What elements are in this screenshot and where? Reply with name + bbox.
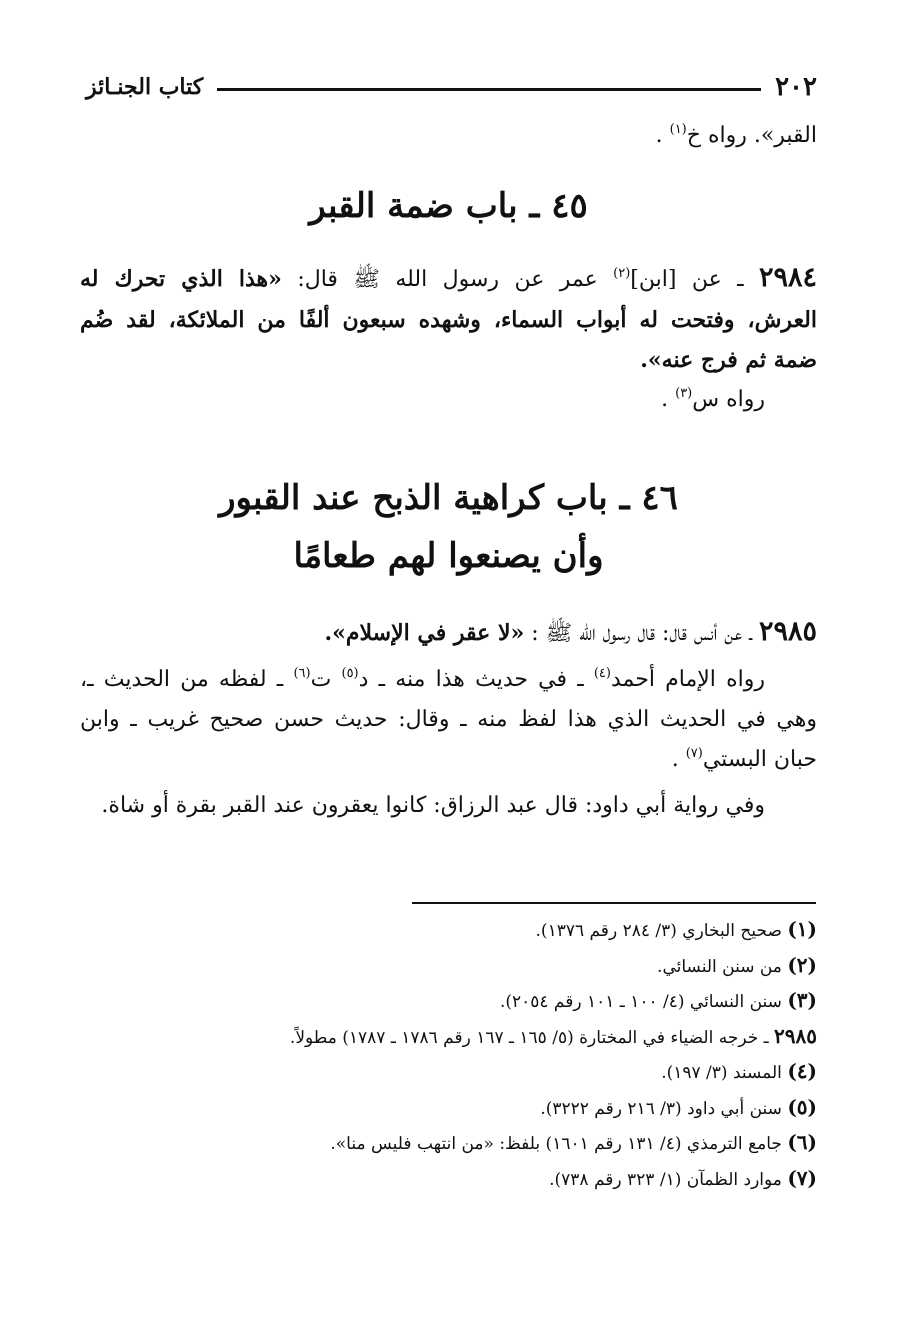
hadith-2985-takhrij-3: حبان البستي$^{(٧)}$ . [671, 746, 817, 772]
hadith-number: ٢٩٨٥ [758, 616, 817, 647]
carry-over-line: القبر». رواه خ$^{(١)}$ . [655, 122, 817, 148]
hadith-2985-line-1: ٢٩٨٥ ـ عن أنس قال: قال رسول الله ﷺ : «لا عقر في الإسلام». [324, 616, 817, 647]
footnote: (٦) جامع الترمذي (٤/ ١٣١ رقم ١٦٠١) بلفظ: «من انتهب فليس منا». [330, 1130, 817, 1154]
footnote-ref: (٥) [341, 666, 359, 681]
hadith-2984-line-2: العرش، وفتحت له أبواب السماء، وشهده سبعون ألفًا من الملائكة، لقد ضُم [80, 307, 817, 333]
chapter-heading-46-line-2: وأن يصنعوا لهم طعامًا [293, 536, 604, 576]
footnote: (٤) المسند (٣/ ١٩٧). [661, 1059, 817, 1083]
running-head [86, 70, 817, 104]
hadith-2984-source: رواه س$^{(٣)}$ . [661, 386, 765, 412]
hadith-2985-takhrij-1: رواه الإمام أحمد$^{(٤)}$ ـ في حديث هذا منه ـ د$^{(٥)}$ ت$^{(٦)}$ ـ لفظه من الحديث ـ، [80, 666, 765, 692]
hadith-number: ٢٩٨٤ [758, 262, 817, 293]
footnotes [96, 913, 817, 1197]
footnote-ref: (٧) [685, 746, 703, 761]
header-rule [217, 88, 761, 91]
footnote: (٣) سنن النسائي (٤/ ١٠٠ ـ ١٠١ رقم ٢٠٥٤). [499, 988, 817, 1012]
hadith-2984-line-3: ضمة ثم فرج عنه». [640, 347, 817, 373]
footnote: (١) صحيح البخاري (٣/ ٢٨٤ رقم ١٣٧٦). [535, 917, 817, 941]
footnote-ref: (٤) [593, 666, 611, 681]
footnote: ٢٩٨٥ ـ خرجه الضياء في المختارة (٥/ ١٦٥ ـ ١٦٧ رقم ١٧٨٦ ـ ١٧٨٧) مطولاً. [289, 1023, 817, 1048]
hadith-2984-line-1: ٢٩٨٤ ـ عن [ابن]$^{(٢)}$ عمر عن رسول الله ﷺ قال: «هذا الذي تحرك له [80, 262, 817, 293]
footnote-ref: (٢) [613, 266, 631, 281]
footnote-ref: (١) [669, 122, 687, 137]
chapter-heading-46-line-1: ٤٦ ـ باب كراهية الذبح عند القبور [219, 478, 678, 518]
footnote: (٧) موارد الظمآن (١/ ٣٢٣ رقم ٧٣٨). [549, 1165, 817, 1190]
chapter-heading-45: ٤٥ ـ باب ضمة القبر [309, 186, 588, 226]
hadith-2985-riwaya: وفي رواية أبي داود: قال عبد الرزاق: كانوا يعقرون عند القبر بقرة أو شاة. [101, 793, 765, 818]
footnote-ref: (٣) [675, 386, 693, 401]
footnote: (٢) من سنن النسائي. [657, 952, 817, 977]
footnote: (٥) سنن أبي داود (٣/ ٢١٦ رقم ٣٢٢٢). [540, 1094, 817, 1119]
footnote-ref: (٦) [293, 666, 311, 681]
hadith-matn: «هذا الذي تحرك له [80, 266, 282, 292]
hadith-2984 [80, 258, 817, 420]
footnote-separator [412, 902, 816, 904]
page-number: ٢٠٢ [775, 72, 817, 102]
hadith-2985-takhrij-2: وهي في الحديث الذي هذا لفظ منه ـ وقال: حديث حسن صحيح غريب ـ وابن [80, 707, 817, 732]
hadith-matn: «لا عقر في الإسلام». [324, 620, 525, 646]
book-title: كتاب الجنـائز [86, 74, 204, 100]
carry-over-text [80, 116, 817, 156]
hadith-2985 [80, 612, 817, 826]
